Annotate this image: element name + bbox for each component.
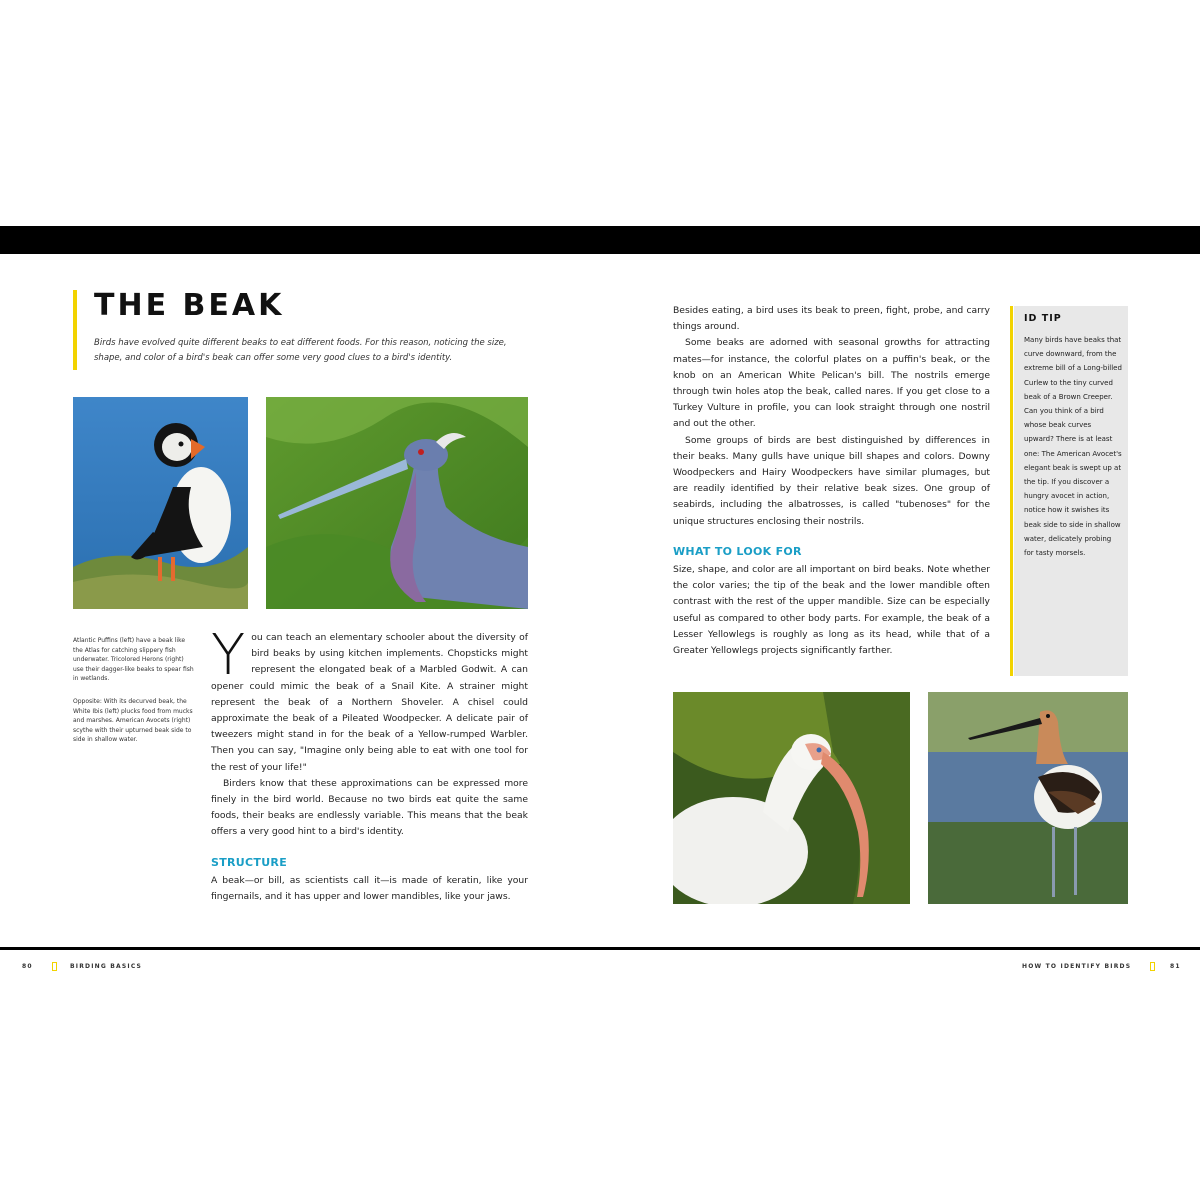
ibis-illustration bbox=[673, 692, 910, 904]
footer-right-section: HOW TO IDENTIFY BIRDS bbox=[1022, 963, 1132, 970]
avocet-photo bbox=[928, 692, 1128, 904]
left-paragraph-1: ou can teach an elementary schooler about the diversity of bird beaks by using kitchen implements. Chopsticks might represent the elongated beak of a Marbled Godwit. A can opener could mimic the beak of a Snail Kite. A strainer might represent the beak of a Northern Shoveler. A chisel could approximate the beak of a Pileated Woodpecker. A delicate pair of tweezers might stand in for the beak of a Yellow-rumped Warbler. Then you can say, "Imagine only being able to eat with one tool for the rest of your life!" bbox=[211, 632, 528, 773]
page-title: THE BEAK bbox=[94, 288, 285, 323]
id-tip-title: ID TIP bbox=[1024, 313, 1062, 324]
caption-puffin-heron: Atlantic Puffins (left) have a beak like the Atlas for catching slippery fish underwater. Tricolored Herons (right) use their dagger-like beaks to spear fish in wetlands. bbox=[73, 637, 194, 682]
structure-heading: STRUCTURE bbox=[211, 855, 288, 869]
left-paragraph-2: Birders know that these approximations can be expressed more finely in the bird world. Because no two birds eat quite the same foods, their beaks are endlessly variable. This means that the beak offers a very good hint to a bird's identity. bbox=[211, 777, 528, 838]
top-black-band bbox=[0, 226, 1200, 254]
drop-cap: Y bbox=[211, 623, 246, 688]
right-paragraph-1: Besides eating, a bird uses its beak to preen, fight, probe, and carry things around. bbox=[673, 305, 990, 333]
heron-illustration bbox=[266, 397, 528, 609]
nat-geo-logo-icon-right bbox=[1150, 962, 1155, 971]
left-paragraph-3: A beak—or bill, as scientists call it—is made of keratin, like your fingernails, and it has upper and lower mandibles, like your jaws. bbox=[211, 874, 528, 903]
puffin-illustration bbox=[73, 397, 248, 609]
title-accent-bar bbox=[73, 290, 77, 370]
intro-text: Birds have evolved quite different beaks to eat different foods. For this reason, noticing the size, shape, and color of a bird's beak can offer some very good clues to a bird's identity. bbox=[94, 338, 507, 363]
what-to-look-for-heading: WHAT TO LOOK FOR bbox=[673, 544, 802, 558]
id-tip-text: Many birds have beaks that curve downward, from the extreme bill of a Long-billed Curlew to the tiny curved beak of a Brown Creeper. Can you think of a bird whose beak curves upward? There is at least one: The American Avocet's elegant beak is swept up at the tip. If you discover a hungry avocet in action, notice how it swishes its beak side to side in shallow water, delicately probing for tasty morsels. bbox=[1024, 336, 1122, 558]
ibis-photo bbox=[673, 692, 910, 904]
bottom-rule bbox=[0, 947, 1200, 950]
nat-geo-logo-icon-left bbox=[52, 962, 57, 971]
footer-left-page-number: 80 bbox=[22, 963, 33, 970]
heron-photo bbox=[266, 397, 528, 609]
right-paragraph-4: Size, shape, and color are all important on bird beaks. Note whether the color varies; the tip of the beak and the lower mandible often contrast with the rest of the upper mandible. Size can be especially useful as compared to other body parts. For example, the beak of a Lesser Yellowlegs is roughly as long as its head, while that of a Greater Yellowlegs projects significantly farther. bbox=[673, 564, 990, 657]
footer-left-section: BIRDING BASICS bbox=[70, 963, 143, 970]
right-paragraph-3: Some groups of birds are best distinguished by differences in their beaks. Many gulls have unique bill shapes and colors. Downy Woodpeckers and Hairy Woodpeckers have similar plumages, but are readily identified by their relative beak sizes. One group of seabirds, including the albatrosses, is called "tubenoses" for the unique structures enclosing their nostrils. bbox=[673, 434, 990, 527]
caption-ibis-avocet: Opposite: With its decurved beak, the White Ibis (left) plucks food from mucks and marshes. American Avocets (right) scythe with their upturned beak side to side in shallow water. bbox=[73, 698, 193, 743]
id-tip-accent-bar bbox=[1010, 306, 1013, 676]
left-body-column bbox=[211, 623, 528, 905]
footer-right-page-number: 81 bbox=[1170, 963, 1181, 970]
right-body-column bbox=[673, 303, 990, 659]
avocet-illustration bbox=[928, 692, 1128, 904]
right-paragraph-2: Some beaks are adorned with seasonal growths for attracting mates—for instance, the colorful plates on a puffin's beak, or the knob on an American White Pelican's bill. The nostrils emerge through twin holes atop the beak, called nares. If you get close to a Turkey Vulture in profile, you can look straight through one nostril and out the other. bbox=[673, 337, 990, 430]
puffin-photo bbox=[73, 397, 248, 609]
